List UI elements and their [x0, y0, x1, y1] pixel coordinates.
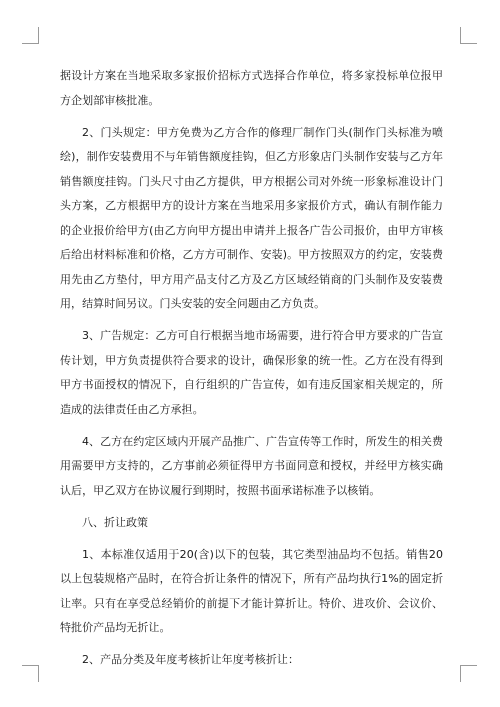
- crop-mark-bottom-left: [22, 665, 39, 682]
- section-heading-discount-policy: 八、折让政策: [82, 515, 148, 529]
- paragraph-discount-standard: 1、本标准仅适用于20(含)以下的包装，其它类型油品均不包括。销售20以上包装规格产品时，在符合折让条件的情况下，所有产品均执行1%的固定折让率。只有在享受总经销价的前提下才能计算折让。特价、进攻价、会议价、特批价产品均无折让。: [60, 547, 443, 634]
- paragraph-design-proposal-continued: 据设计方案在当地采取多家报价招标方式选择合作单位，将多家投标单位报甲方企划部审核批准。: [60, 69, 443, 107]
- paragraph-advertising-rules: 3、广告规定：乙方可自行根据当地市场需要，进行符合甲方要求的广告宣传计划，甲方负责提供符合要求的设计，确保形象的统一性。乙方在没有得到甲方书面授权的情况下，自行组织的广告宣传，如有违反国家相关规定的，所造成的法律责任由乙方承担。: [60, 329, 443, 416]
- document-page-body: [60, 64, 443, 680]
- crop-mark-top-left: [22, 27, 39, 44]
- paragraph-promotion-expenses: 4、乙方在约定区域内开展产品推广、广告宣传等工作时，所发生的相关费用需要甲方支持的，乙方事前必须征得甲方书面同意和授权，并经甲方核实确认后，甲乙双方在协议履行到期时，按照书面承诺标准予以核销。: [60, 434, 443, 497]
- crop-mark-bottom-right: [460, 665, 477, 682]
- crop-mark-top-right: [460, 27, 477, 44]
- paragraph-storefront-sign-rules: 2、门头规定：甲方免费为乙方合作的修理厂制作门头(制作门头标准为喷绘)，制作安装费用不与年销售额度挂钩，但乙方形象店门头制作安装与乙方年销售额度挂钩。门头尺寸由乙方提供，甲方根据公司对外统一形象标准设计门头方案，乙方根据甲方的设计方案在当地采用多家报价方式，确认有制作能力的企业报价给甲方(由乙方向甲方提出申请并上报各广告公司报价，由甲方审核后给出材料标准和价格，乙方方可制作、安装)。甲方按照双方的约定，安装费用先由乙方垫付，甲方用产品支付乙方及乙方区域经销商的门头制作及安装费用，结算时间另议。门头安装的安全问题由乙方负责。: [60, 125, 443, 310]
- paragraph-product-classification: 2、产品分类及年度考核折让年度考核折让：: [82, 653, 299, 666]
